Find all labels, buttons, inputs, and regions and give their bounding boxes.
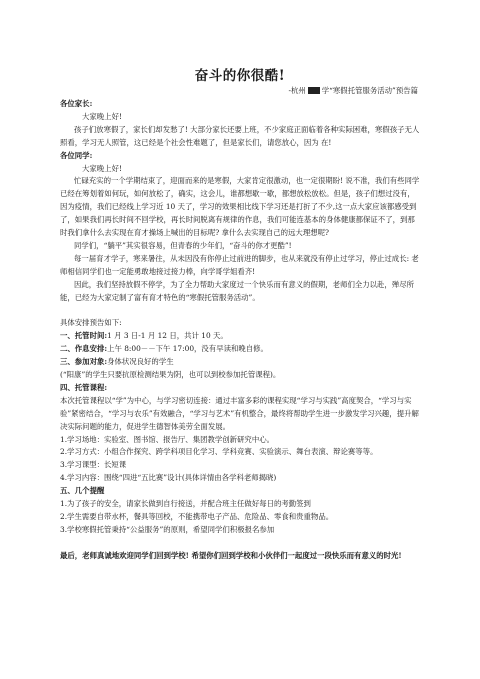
reminder-item: 1.为了孩子的安全，请家长做到自行接送，并配合班主任做好每日的考勤签到 <box>60 499 311 509</box>
participants-note: (“阳康”的学生只要抗原检测结果为阴，也可以到校参加托管课程)。 <box>60 370 281 380</box>
arrangement-intro: 具体安排预告如下: <box>60 318 122 328</box>
section-heading: 五、几个提醒 <box>60 486 105 496</box>
paragraph: 因此，我们坚持放假不停学，为了全力帮助大家度过一个快乐而有意义的假期，老师们全力以赴，殚尽所能，已经为大家定制了富有育才特色的“寒假托管服务活动”。 <box>60 279 414 302</box>
greeting-students: 各位同学: <box>60 150 93 160</box>
section-routine <box>60 343 420 356</box>
section-heading: 四、托管课程: <box>60 382 108 392</box>
page-title: 奋斗的你很酷! <box>194 68 286 84</box>
section-participants <box>60 356 420 369</box>
byline <box>288 85 418 96</box>
section-heading: 一、托管时间: <box>60 331 108 341</box>
course-item: 1.学习场地：实验室、图书馆、报告厅、集团教学创新研究中心。 <box>60 434 274 444</box>
greeting-parents: 各位家长: <box>60 99 93 108</box>
section-text: 身体状况良好的学生 <box>107 357 174 367</box>
paragraph-parents: 孩子们放寒假了，家长们却发愁了! 大部分家长还要上班，不少家庭正面临着各种实际困难，寒假孩子无人照看，学习无人照管，这已经是个社会性难题了，但是家长们，请您放心，因为 在! <box>60 124 420 147</box>
course-item: 4.学习内容：围绕“四进“五比赛”设计(具体详情由各学科老师揭晓) <box>60 473 277 483</box>
closing-paragraph: 最后，老师真诚地欢迎同学们回到学校! 希望你们回到学校和小伙伴们一起度过一段快乐而有意义的时光! <box>60 550 402 560</box>
byline-suffix: 学“寒假托管服务活动”预告篇 <box>321 86 418 95</box>
reminder-item: 2.学生需要自带水杯，餐具等回校，不能携带电子产品、危险品、零食和贵重物品。 <box>60 511 334 521</box>
section-text: 上午 8:00－－下午 17:00，没有早读和晚自修。 <box>107 344 268 354</box>
greeting-line: 大家晚上好! <box>82 163 122 173</box>
section-heading: 三、参加对象: <box>60 357 108 367</box>
section-text: 1 月 3 日-1 月 12 日，共计 10 天。 <box>107 331 228 341</box>
course-item: 3.学习课型：长短课 <box>60 460 127 470</box>
byline-prefix: -杭州 <box>288 86 306 95</box>
greeting-line: 大家晚上好! <box>82 111 122 121</box>
document-body <box>60 98 420 563</box>
course-description: 本次托管课程以“学”为中心，与学习密切连接：通过丰富多彩的课程实现“学习与实践”高度契合，“学习与实验”紧密结合，“学习与农乐”有效融合，“学习与艺术”有机整合，最终将帮助学生进一步激发学习兴趣，提升解决实际问题的能力，促进学生德智体美劳全面发展。 <box>60 395 419 431</box>
paragraph: 同学们，“躺平”其实很容易，但青春的少年们，“奋斗的你才更酷”! <box>74 240 292 250</box>
paragraph: 每一届育才学子，寒来暑往，从未因没有你停止过前进的脚步，也从来就没有停止过学习，停止过成长: 老师相信同学们也一定能勇敢地接过接力棒，向学哥学姐看齐! <box>60 253 419 276</box>
redaction-mark <box>308 87 320 94</box>
section-schedule <box>60 330 420 343</box>
section-heading: 二、作息安排: <box>60 344 108 354</box>
paragraph: 忙碌充实的一个学期结束了，迎面而来的是寒假，大家肯定很激动，也一定很期盼! 说不准，我们有些同学已经在筹划着如何玩，如何放松了，确实，这会儿，谁都想歇一歇，都想放松放松。但是，孩子们想过没有，因为疫情，我们已经线上学习近 10 天了，学习的效果相比线下学习还是打折了不少,这一点大家应该都感受到了，如果我们再长时间不回学校，再长时间脱离有规律的作息，我们可能连基本的身体健康都保证不了，到那时我们拿什么去实现在育才操场上喊出的目标呢? 拿什么去实现自己的远大理想呢? <box>60 176 420 238</box>
course-item: 2.学习方式：小组合作探究、跨学科项目化学习、学科竞赛、实验演示、舞台表演、辩论赛等等。 <box>60 447 378 457</box>
reminder-item: 3.学校寒假托管秉持“公益服务”的原则，希望同学们积极报名参加 <box>60 524 275 534</box>
